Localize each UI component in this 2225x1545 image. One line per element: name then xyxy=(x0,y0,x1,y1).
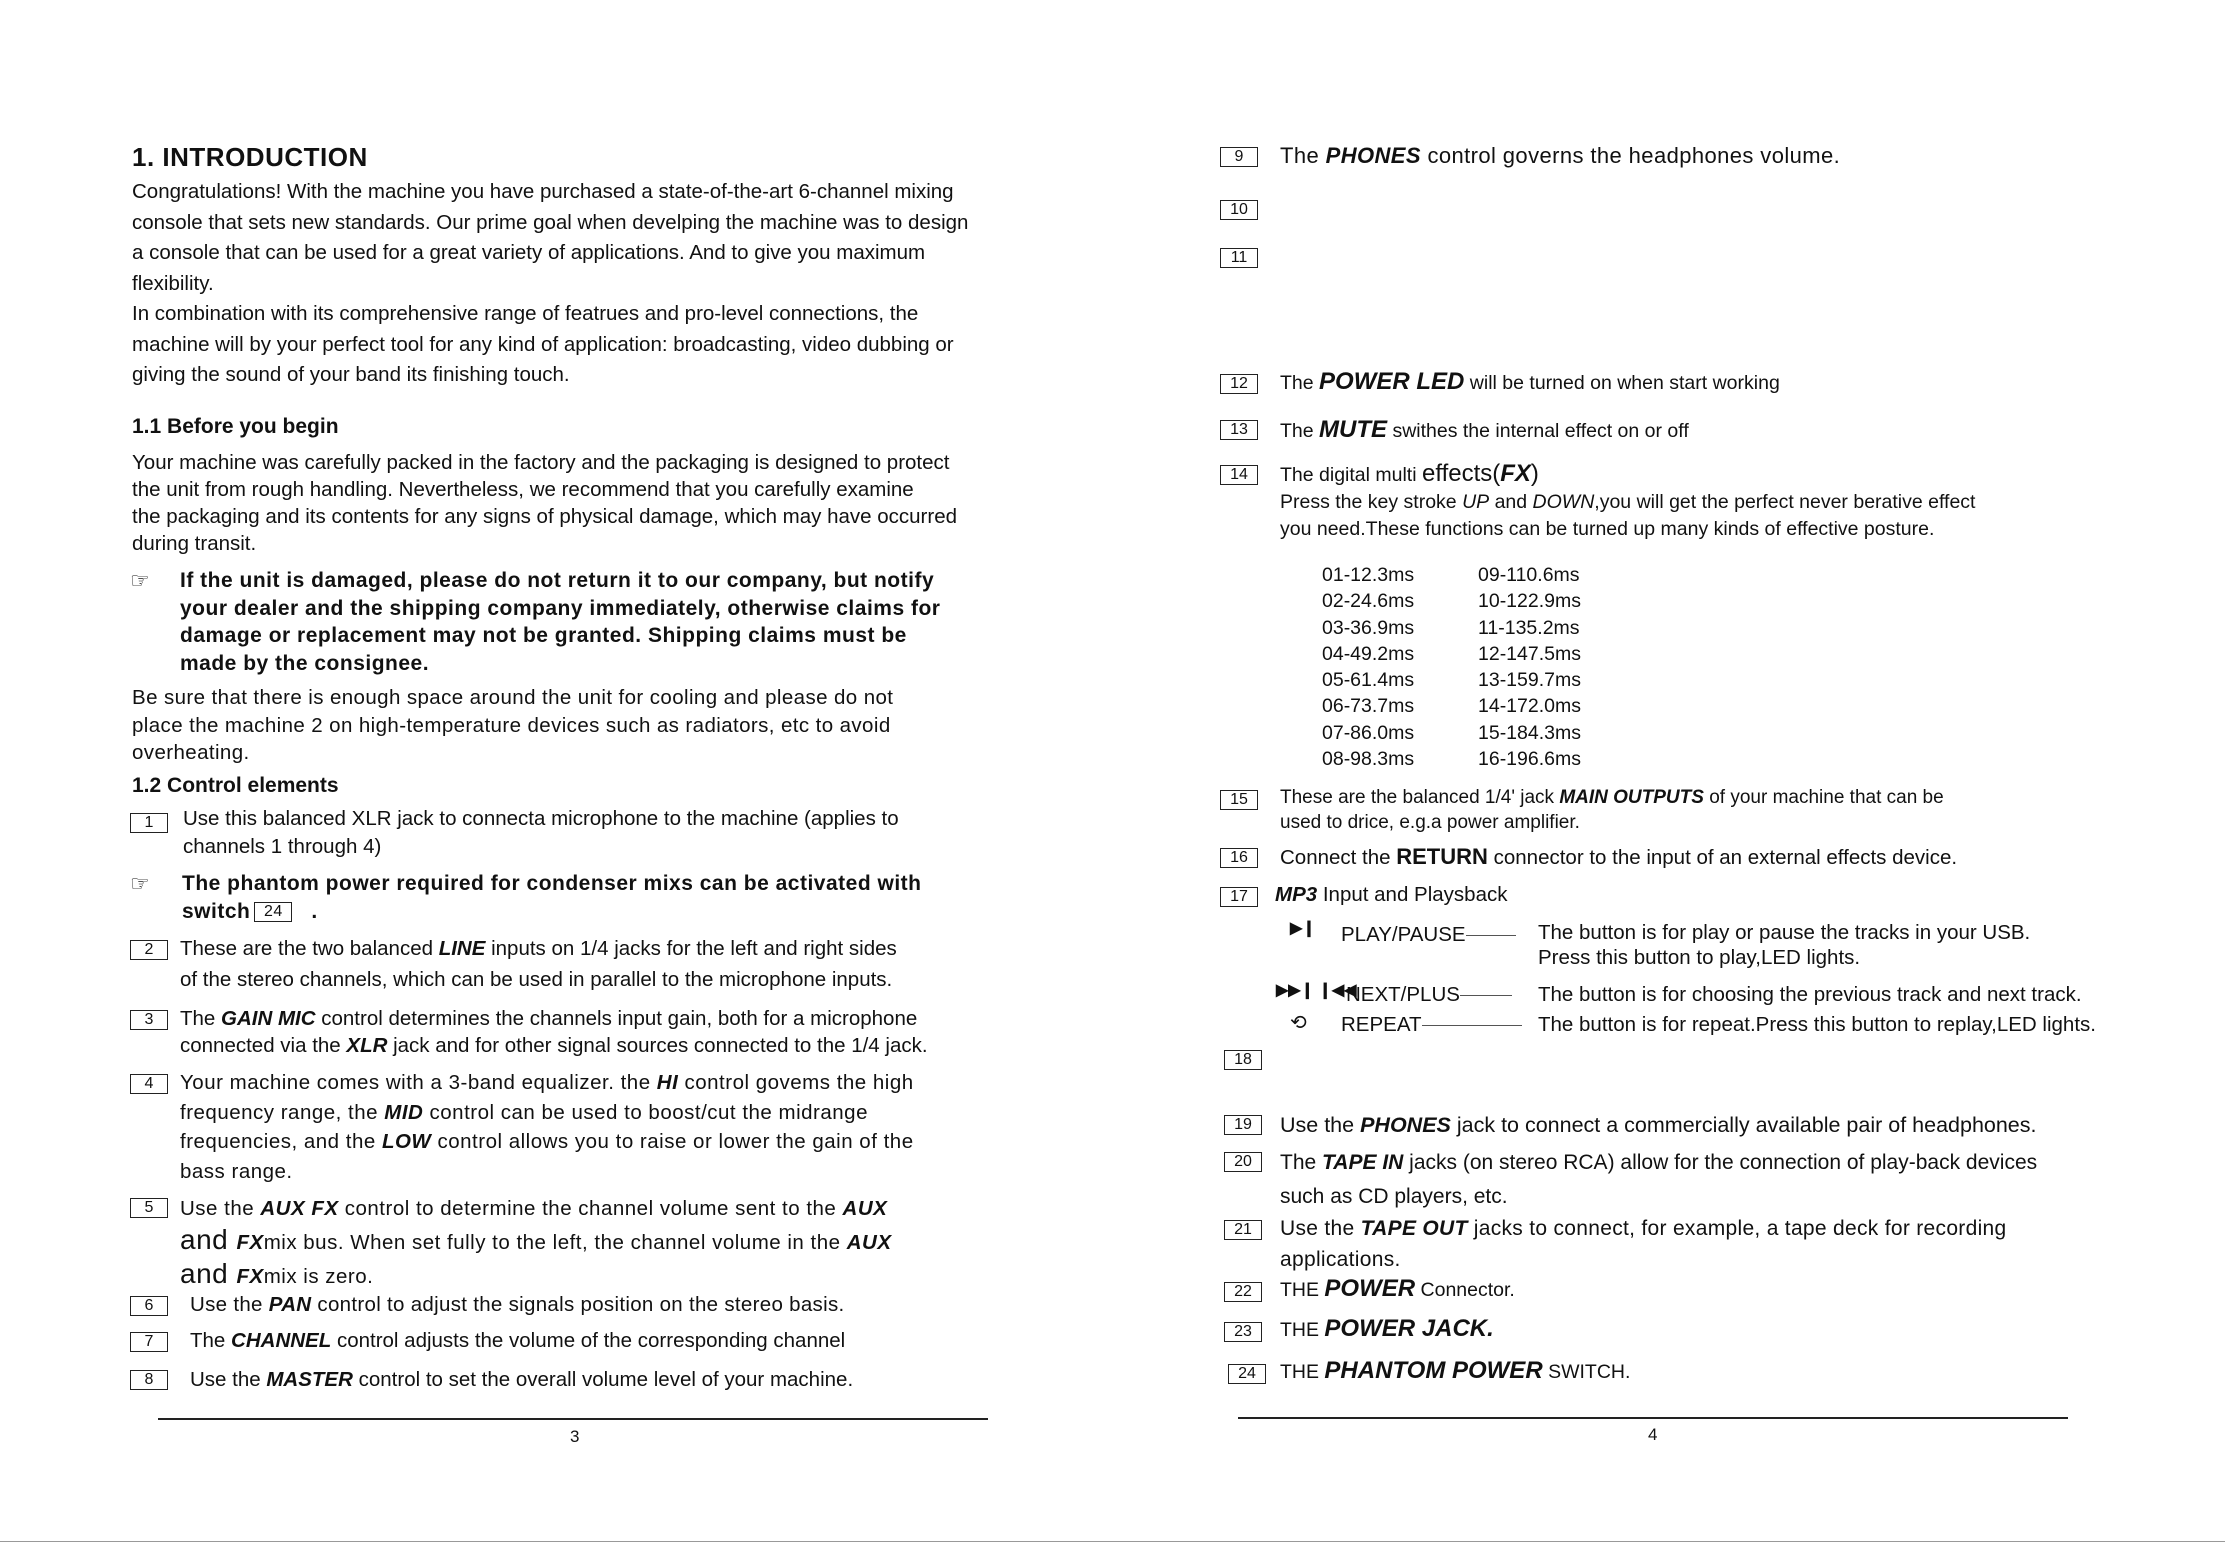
text: THE xyxy=(1280,1319,1325,1341)
text: Connect the xyxy=(1280,846,1397,869)
term-main-outputs: MAIN OUTPUTS xyxy=(1559,787,1704,808)
item-number-24: 24 xyxy=(1228,1364,1266,1384)
text: jack and for other signal sources connected to the 1/4 jack. xyxy=(387,1034,928,1057)
text: of your machine that can be xyxy=(1703,787,1944,808)
body-line: during transit. xyxy=(132,532,257,555)
item-5-text xyxy=(180,1193,892,1292)
intro-line: In combination with its comprehensive range of featrues and pro-level connections, the xyxy=(132,302,919,325)
item-15-text xyxy=(1280,785,1944,835)
term-channel: CHANNEL xyxy=(231,1329,332,1352)
mp3-next-row xyxy=(1346,980,1512,1011)
text: control determines the channels input gain, both for a microphone xyxy=(315,1007,918,1030)
fx-table-cell: 02-24.6ms xyxy=(1322,590,1415,613)
item-line: you need.These functions can be turned up many kinds of effective posture. xyxy=(1280,518,1935,540)
body-line: the unit from rough handling. Nevertheless, we recommend that you carefully examine xyxy=(132,478,914,501)
leader-line xyxy=(1422,1025,1522,1026)
fx-table-cell: 12-147.5ms xyxy=(1478,642,1581,665)
scan-edge-line xyxy=(0,1541,2225,1542)
term-line: LINE xyxy=(438,937,486,960)
footer-rule xyxy=(1238,1417,2068,1419)
page-number: 3 xyxy=(570,1427,580,1446)
item-number-16: 16 xyxy=(1220,848,1258,868)
term-master: MASTER xyxy=(266,1368,353,1391)
mp3-play-row xyxy=(1341,920,1516,951)
fx-table-cell: 08-98.3ms xyxy=(1322,748,1415,771)
item-20-text xyxy=(1280,1146,2037,1214)
term-phantom-power: PHANTOM POWER xyxy=(1324,1357,1543,1384)
term-phones: PHONES xyxy=(1325,143,1421,168)
page-heading: 1. INTRODUCTION xyxy=(132,142,368,172)
repeat-label: REPEAT xyxy=(1341,1013,1422,1036)
item-number-2: 2 xyxy=(130,940,168,960)
item-line: Use this balanced XLR jack to connecta microphone to the machine (applies to xyxy=(183,807,899,830)
fx-table-cell: 14-172.0ms xyxy=(1478,695,1581,718)
text: control can be used to boost/cut the midrange xyxy=(423,1100,868,1124)
text: Use the xyxy=(1280,1217,1361,1240)
item-line: of the stereo channels, which can be used in parallel to the microphone inputs. xyxy=(180,968,893,991)
text: Use the xyxy=(1280,1113,1361,1137)
text: SWITCH. xyxy=(1542,1361,1631,1383)
mp3-next-desc: The button is for choosing the previous track and next track. xyxy=(1538,983,2082,1006)
text: The xyxy=(190,1329,232,1352)
fx-table-cell: 09-110.6ms xyxy=(1478,564,1580,586)
intro-line: Congratulations! With the machine you have purchased a state-of-the-art 6-channel mixing xyxy=(132,180,954,203)
term-tape-out: TAPE OUT xyxy=(1360,1217,1468,1240)
text: ,you will get the perfect never berative effect xyxy=(1594,491,1976,513)
text: ) xyxy=(1530,460,1539,487)
item-line: bass range. xyxy=(180,1159,293,1183)
item-number-15: 15 xyxy=(1220,790,1258,810)
item-21-text xyxy=(1280,1214,2007,1275)
item-number-11: 11 xyxy=(1220,248,1258,268)
fx-table-cell: 01-12.3ms xyxy=(1322,564,1415,586)
text: mix is zero. xyxy=(263,1265,374,1288)
body-line: the packaging and its contents for any signs of physical damage, which may have occurred xyxy=(132,505,958,528)
item-8-text xyxy=(190,1365,853,1396)
text: swithes the internal effect on or off xyxy=(1387,420,1689,442)
fx-table-cell: 07-86.0ms xyxy=(1322,721,1415,744)
leader-line xyxy=(1466,935,1516,936)
text: Your machine comes with a 3-band equalizer. the xyxy=(180,1071,657,1094)
fx-table-cell: 16-196.6ms xyxy=(1478,748,1581,771)
item-number-19: 19 xyxy=(1224,1115,1262,1135)
text: mix bus. When set fully to the left, the channel volume in the xyxy=(263,1231,847,1254)
term-fx: FX xyxy=(236,1231,264,1254)
item-line: channels 1 through 4) xyxy=(183,834,382,858)
item-6-text xyxy=(190,1290,845,1321)
item-24-text xyxy=(1280,1357,1630,1386)
item-number-13: 13 xyxy=(1220,420,1258,440)
term-gain-mic: GAIN MIC xyxy=(221,1007,316,1030)
term-phones: PHONES xyxy=(1360,1113,1451,1137)
text: The xyxy=(1280,420,1320,442)
item-line: used to drice, e.g.a power amplifier. xyxy=(1280,812,1580,833)
next-prev-icon: ▶▶❙ ❙◀◀ xyxy=(1276,982,1357,999)
switch-number: 24 xyxy=(254,902,292,922)
term-mute: MUTE xyxy=(1319,416,1388,443)
leader-line xyxy=(1460,995,1512,996)
warning-line: If the unit is damaged, please do not return it to our company, but notify xyxy=(180,569,935,592)
item-22-text xyxy=(1280,1275,1515,1304)
text: and xyxy=(180,1224,237,1255)
text: Input and Playsback xyxy=(1317,883,1508,906)
text: inputs on 1/4 jacks for the left and right sides xyxy=(485,937,897,960)
text: Use the xyxy=(190,1293,269,1316)
fx-table-col-2 xyxy=(1478,562,1581,772)
item-12-text xyxy=(1280,368,1780,397)
item-19-text xyxy=(1280,1110,2037,1141)
item-number-4: 4 xyxy=(130,1074,168,1094)
body-line: place the machine 2 on high-temperature devices such as radiators, etc to avoid xyxy=(132,713,891,737)
term-low: LOW xyxy=(381,1130,432,1153)
item-number-7: 7 xyxy=(130,1332,168,1352)
intro-paragraph xyxy=(132,177,968,391)
intro-line: flexibility. xyxy=(132,271,214,295)
fx-table-cell: 10-122.9ms xyxy=(1478,590,1581,613)
fx-table-cell: 03-36.9ms xyxy=(1322,616,1415,639)
body-line: Your machine was carefully packed in the factory and the packaging is designed to protect xyxy=(132,451,950,474)
fx-table-cell: 06-73.7ms xyxy=(1322,695,1415,718)
item-number-10: 10 xyxy=(1220,200,1258,220)
text: connected via the xyxy=(180,1034,347,1057)
text: THE xyxy=(1280,1361,1325,1383)
term-up: UP xyxy=(1462,491,1490,513)
item-number-12: 12 xyxy=(1220,374,1258,394)
text: jacks (on stereo RCA) allow for the connection of play-back devices xyxy=(1403,1151,2038,1174)
term-aux: AUX xyxy=(846,1231,892,1254)
item-13-text xyxy=(1280,416,1689,445)
mp3-repeat-desc: The button is for repeat.Press this button to replay,LED lights. xyxy=(1538,1013,2096,1036)
item-number-17: 17 xyxy=(1220,887,1258,907)
text: will be turned on when start working xyxy=(1464,372,1780,394)
section-title-control-elements: 1.2 Control elements xyxy=(132,774,339,797)
fx-table-cell: 15-184.3ms xyxy=(1478,721,1581,744)
warning-line: your dealer and the shipping company immediately, otherwise claims for xyxy=(180,596,941,620)
repeat-icon: ⟲ xyxy=(1290,1012,1307,1034)
play-pause-icon: ▶❙ xyxy=(1290,920,1316,937)
play-pause-label: PLAY/PAUSE xyxy=(1341,923,1466,946)
text: The digital multi xyxy=(1280,464,1422,486)
text: frequency range, the xyxy=(180,1100,385,1124)
footer-rule xyxy=(158,1418,988,1420)
text: jack to connect a commercially available pair of headphones. xyxy=(1450,1113,2037,1137)
term-power-jack: POWER JACK. xyxy=(1324,1315,1494,1342)
mp3-play-desc xyxy=(1538,920,2030,970)
fx-table-cell: 11-135.2ms xyxy=(1478,616,1580,639)
item-9-text xyxy=(1280,141,1840,172)
item-number-20: 20 xyxy=(1224,1152,1262,1172)
term-power-led: POWER LED xyxy=(1319,368,1465,395)
cooling-paragraph xyxy=(132,684,893,767)
body-line: overheating. xyxy=(132,741,250,764)
item-line: such as CD players, etc. xyxy=(1280,1185,1508,1208)
text: These are the balanced 1/4' jack xyxy=(1280,787,1560,808)
text: jacks to connect, for example, a tape deck for recording xyxy=(1467,1217,2007,1240)
item-14-text xyxy=(1280,460,1975,543)
term-pan: PAN xyxy=(268,1293,312,1316)
term-return: RETURN xyxy=(1396,844,1488,869)
text: effects( xyxy=(1421,460,1501,487)
before-you-begin-body xyxy=(132,449,957,557)
warning-end: . xyxy=(311,900,318,923)
item-number-18: 18 xyxy=(1224,1050,1262,1070)
text: The xyxy=(1280,143,1326,168)
item-number-1: 1 xyxy=(130,813,168,833)
item-number-8: 8 xyxy=(130,1370,168,1390)
text: Use the xyxy=(180,1197,261,1220)
text: The xyxy=(1280,1151,1323,1174)
text: Use the xyxy=(190,1368,267,1391)
body-line: Be sure that there is enough space around the unit for cooling and please do not xyxy=(132,686,894,709)
desc-line: Press this button to play,LED lights. xyxy=(1538,946,1861,969)
intro-line: giving the sound of your band its finishing touch. xyxy=(132,363,570,386)
term-aux: AUX xyxy=(842,1197,888,1220)
term-xlr: XLR xyxy=(346,1034,388,1057)
text: Connector. xyxy=(1415,1279,1515,1301)
term-tape-in: TAPE IN xyxy=(1322,1151,1404,1174)
text: control to adjust the signals position on the stereo basis. xyxy=(311,1293,845,1316)
next-plus-label: NEXT/PLUS xyxy=(1346,983,1460,1006)
term-fx: FX xyxy=(236,1265,264,1288)
item-7-text xyxy=(190,1326,845,1357)
item-17-text xyxy=(1275,880,1507,911)
warning-line: made by the consignee. xyxy=(180,651,430,675)
item-23-text xyxy=(1280,1315,1494,1344)
fx-table-cell: 13-159.7ms xyxy=(1478,669,1581,692)
section-title-before-you-begin: 1.1 Before you begin xyxy=(132,415,339,438)
fx-table-cell: 04-49.2ms xyxy=(1322,642,1415,665)
text: control to set the overall volume level of your machine. xyxy=(352,1368,854,1391)
item-number-6: 6 xyxy=(130,1296,168,1316)
item-number-21: 21 xyxy=(1224,1220,1262,1240)
term-aux-fx: AUX FX xyxy=(260,1197,339,1220)
item-1-text xyxy=(183,805,899,860)
intro-line: a console that can be used for a great variety of applications. And to give you maximum xyxy=(132,241,926,264)
intro-line: machine will by your perfect tool for any kind of application: broadcasting, video dubbing or xyxy=(132,332,954,356)
item-number-14: 14 xyxy=(1220,465,1258,485)
text: THE xyxy=(1280,1279,1325,1301)
item-number-9: 9 xyxy=(1220,147,1258,167)
phantom-power-warning xyxy=(182,870,921,926)
text: These are the two balanced xyxy=(180,937,439,960)
pointing-hand-icon: ☞ xyxy=(130,568,150,593)
text: frequencies, and the xyxy=(180,1130,382,1153)
text: control to determine the channel volume sent to the xyxy=(338,1197,843,1220)
item-2-text xyxy=(180,933,897,995)
item-3-text xyxy=(180,1005,928,1059)
text: Press the key stroke xyxy=(1280,491,1463,513)
term-power: POWER xyxy=(1324,1275,1416,1302)
term-fx: FX xyxy=(1500,460,1531,487)
warning-line: damage or replacement may not be granted. Shipping claims must be xyxy=(180,624,907,647)
damage-warning xyxy=(180,567,940,677)
fx-table-cell: 05-61.4ms xyxy=(1322,669,1415,692)
page-number: 4 xyxy=(1648,1425,1658,1444)
text: The xyxy=(180,1007,222,1030)
warning-line: switch xyxy=(182,900,251,923)
item-16-text xyxy=(1280,842,1957,874)
item-4-text xyxy=(180,1068,914,1186)
item-number-22: 22 xyxy=(1224,1282,1262,1302)
text: connector to the input of an external effects device. xyxy=(1487,846,1958,869)
desc-line: The button is for play or pause the tracks in your USB. xyxy=(1538,921,2031,944)
intro-line: console that sets new standards. Our prime goal when develping the machine was to design xyxy=(132,210,969,234)
fx-table-col-1 xyxy=(1322,562,1414,772)
text: control governs the headphones volume. xyxy=(1420,143,1841,168)
text: control allows you to raise or lower the gain of the xyxy=(431,1130,914,1153)
text: control govems the high xyxy=(678,1071,914,1094)
item-line: applications. xyxy=(1280,1247,1401,1271)
pointing-hand-icon: ☞ xyxy=(130,871,150,896)
text: control adjusts the volume of the corresponding channel xyxy=(331,1329,846,1352)
warning-line: The phantom power required for condenser mixs can be activated with xyxy=(182,872,922,895)
text: and xyxy=(1489,491,1533,513)
text: The xyxy=(1280,372,1320,394)
item-number-5: 5 xyxy=(130,1198,168,1218)
item-number-3: 3 xyxy=(130,1010,168,1030)
item-number-23: 23 xyxy=(1224,1322,1262,1342)
term-down: DOWN xyxy=(1532,491,1595,513)
term-mid: MID xyxy=(384,1100,424,1124)
term-hi: HI xyxy=(656,1071,679,1094)
term-mp3: MP3 xyxy=(1275,883,1318,906)
text: and xyxy=(180,1258,237,1289)
mp3-repeat-row xyxy=(1341,1010,1522,1041)
